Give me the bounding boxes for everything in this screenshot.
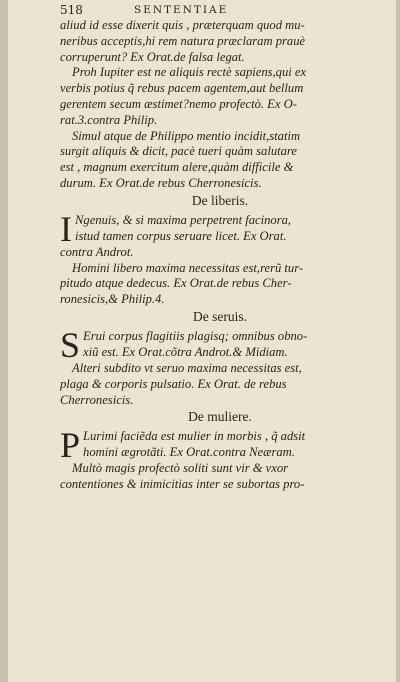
text-line: homini ægrotãti. Ex Orat.contra Neæram.	[83, 445, 295, 460]
text-line: istud tamen corpus seruare licet. Ex Orat.	[75, 228, 287, 243]
section-paragraph	[60, 213, 380, 245]
page-number: 518	[60, 3, 83, 17]
drop-initial: I	[60, 212, 72, 245]
text-line: xiũ est. Ex Orat.cõtra Androt.& Midiam.	[83, 344, 288, 359]
drop-initial: S	[60, 328, 81, 361]
section-heading: De muliere.	[188, 409, 252, 425]
text-line: corruperunt? Ex Orat.de falsa legat.	[60, 49, 245, 64]
text-line: Multò magis profectò soliti sunt vir & vxor	[72, 461, 289, 476]
text-line: pitudo atque dedecus. Ex Orat.de rebus Cher-	[60, 276, 292, 291]
text-line: surgit aliquis & dicit, pacè tueri quàm salutare	[60, 144, 297, 159]
text-line: Homini libero maxima necessitas est,rerũ tur-	[72, 260, 304, 275]
text-line: Simul atque de Philippo mentio incidit,statim	[72, 128, 301, 143]
text-line: contentiones & inimicitias inter se subortas pro-	[60, 477, 305, 492]
text-line: Ngenuis, & si maxima perpetrent facinora,	[75, 212, 292, 227]
book-page	[8, 0, 396, 682]
text-line: Erui corpus flagitiis plagisq; omnibus obno-	[83, 328, 308, 343]
text-line: ronesicis,& Philip.4.	[60, 292, 165, 307]
section-paragraph	[60, 429, 380, 461]
running-header	[60, 3, 380, 19]
drop-initial: P	[60, 429, 81, 462]
text-line: est , magnum exercitum alere,quàm difficile &	[60, 160, 294, 175]
text-line: Alteri subdito vt seruo maxima necessitas est,	[72, 360, 302, 375]
text-line: Cherronesicis.	[60, 392, 134, 407]
text-line: Lurimi faciẽda est mulier in morbis , q̃ adsit	[83, 429, 306, 444]
body-text	[60, 18, 380, 493]
text-line: Proh Iupiter est ne aliquis rectè sapiens,qui ex	[72, 65, 307, 80]
text-line: plaga & corporis pulsatio. Ex Orat. de rebus	[60, 376, 287, 391]
text-line: aliud id esse dixerit quis , præterquam quod mu-	[60, 18, 305, 32]
section-heading: De liberis.	[191, 192, 249, 208]
text-line: neribus acceptis,hi rem natura præclaram prauè	[60, 33, 306, 48]
running-title: SENTENTIAE	[134, 4, 229, 16]
text-line: rat.3.contra Philip.	[60, 112, 158, 127]
text-line: gerentem secum æstimet?nemo profectò. Ex O-	[60, 96, 297, 111]
text-line: verbis potius q̃ rebus pacem agentem,aut bellum	[60, 81, 304, 96]
section-paragraph	[60, 329, 380, 361]
section-heading: De seruis.	[193, 308, 247, 324]
text-line: durum. Ex Orat.de rebus Cherronesicis.	[60, 175, 262, 190]
text-line: contra Androt.	[60, 244, 134, 259]
